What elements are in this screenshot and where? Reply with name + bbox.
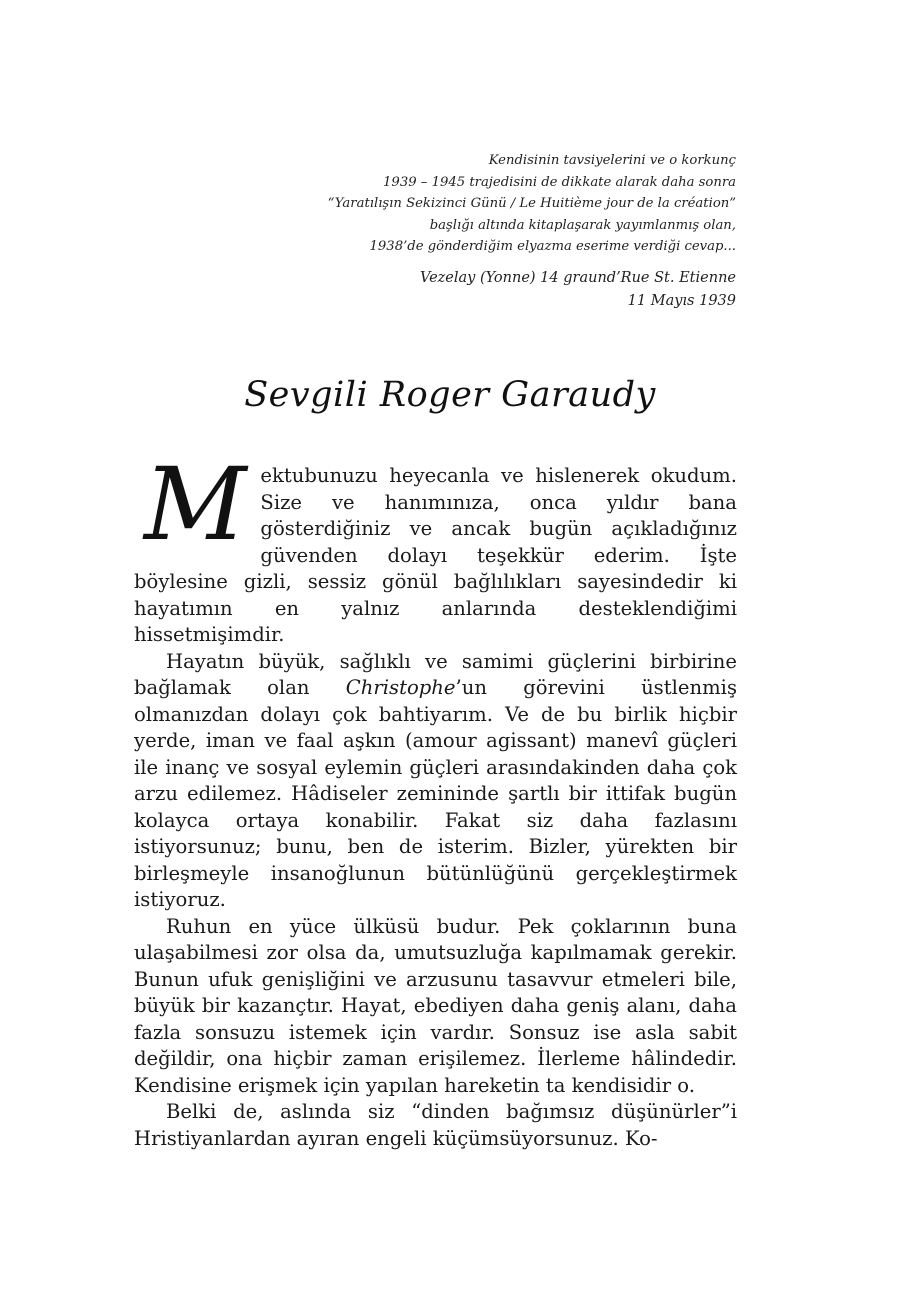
epigraph-line: 1939 – 1945 trajedisini de dikkate alarak daha sonra (383, 174, 736, 190)
paragraph-1-text: ektubunuzu heyecanla ve hislenerek okudum. Size ve hanımınıza, onca yıldır bana gösterdiğiniz ve ancak bugün açıkladığınız güvenden dolayı teşekkür ederim. İşte böylesine gizli, sessiz gönül bağlılıkları sayesindedir ki hayatımın en yalnız anlarında desteklendiğimi hissetmişimdir. (134, 464, 737, 646)
paragraph-4: Belki de, aslında siz “dinden bağımsız düşünürler”i Hristiyanlardan ayıran engeli küçümsüyorsunuz. Ko- (134, 1100, 737, 1150)
paragraph-2 (134, 649, 737, 914)
dateline (176, 267, 736, 313)
paragraph-1 (134, 446, 737, 649)
dateline-date: 11 Mayıs 1939 (627, 293, 736, 309)
dateline-place: Vezelay (Yonne) 14 graund’Rue St. Etienne (419, 270, 736, 286)
paragraph-2-text-a: Hayatın büyük, sağlıklı ve samimi güçlerini birbirine bağlamak olan (134, 649, 737, 699)
paragraph-2-text-b: ’un görevini üstlenmiş olmanızdan dolayı çok bahtiyarım. Ve de bu birlik hiçbir yerde, iman ve faal aşkın (amour agissant) manevî güçleri ile inanç ve sosyal eylemin güçleri arasındakinden daha çok arzu edilemez. Hâdiseler zemininde şartlı bir ittifak bugün kolayca ortaya konabilir. Fakat siz daha fazlasını istiyorsunuz; bunu, ben de isterim. Bizler, yürekten bir birleşmeyle insanoğlunun bütünlüğünü gerçekleştirmek istiyoruz. (134, 676, 737, 911)
letter-body (134, 446, 737, 1152)
salutation-heading: Sevgili Roger Garaudy (244, 375, 656, 415)
epigraph-line: “Yaratılışın Sekizinci Günü / Le Huitième jour de la création” (327, 196, 736, 211)
epigraph-line: Kendisinin tavsiyelerini ve o korkunç (488, 153, 736, 168)
epigraph (176, 150, 736, 258)
epigraph-line: başlığı altında kitaplaşarak yayımlanmış olan, (429, 217, 736, 233)
drop-cap: M (144, 446, 247, 563)
paragraph-3: Ruhun en yüce ülküsü budur. Pek çoklarının buna ulaşabilmesi zor olsa da, umutsuzluğa kapılmamak gerekir. Bunun ufuk genişliğini ve arzusunu tasavvur etmeleri bile, büyük bir kazançtır. Hayat, ebediyen daha geniş alanı, daha fazla sonsuzu istemek için vardır. Sonsuz ise asla sabit değildir, ona hiçbir zaman erişilemez. İlerleme hâlindedir. Kendisine erişmek için yapılan hareketin ta kendisidir o. (134, 914, 737, 1097)
epigraph-line: 1938’de gönderdiğim elyazma eserime verdiği cevap... (369, 239, 736, 254)
christophe-emphasis: Christophe (345, 676, 456, 699)
